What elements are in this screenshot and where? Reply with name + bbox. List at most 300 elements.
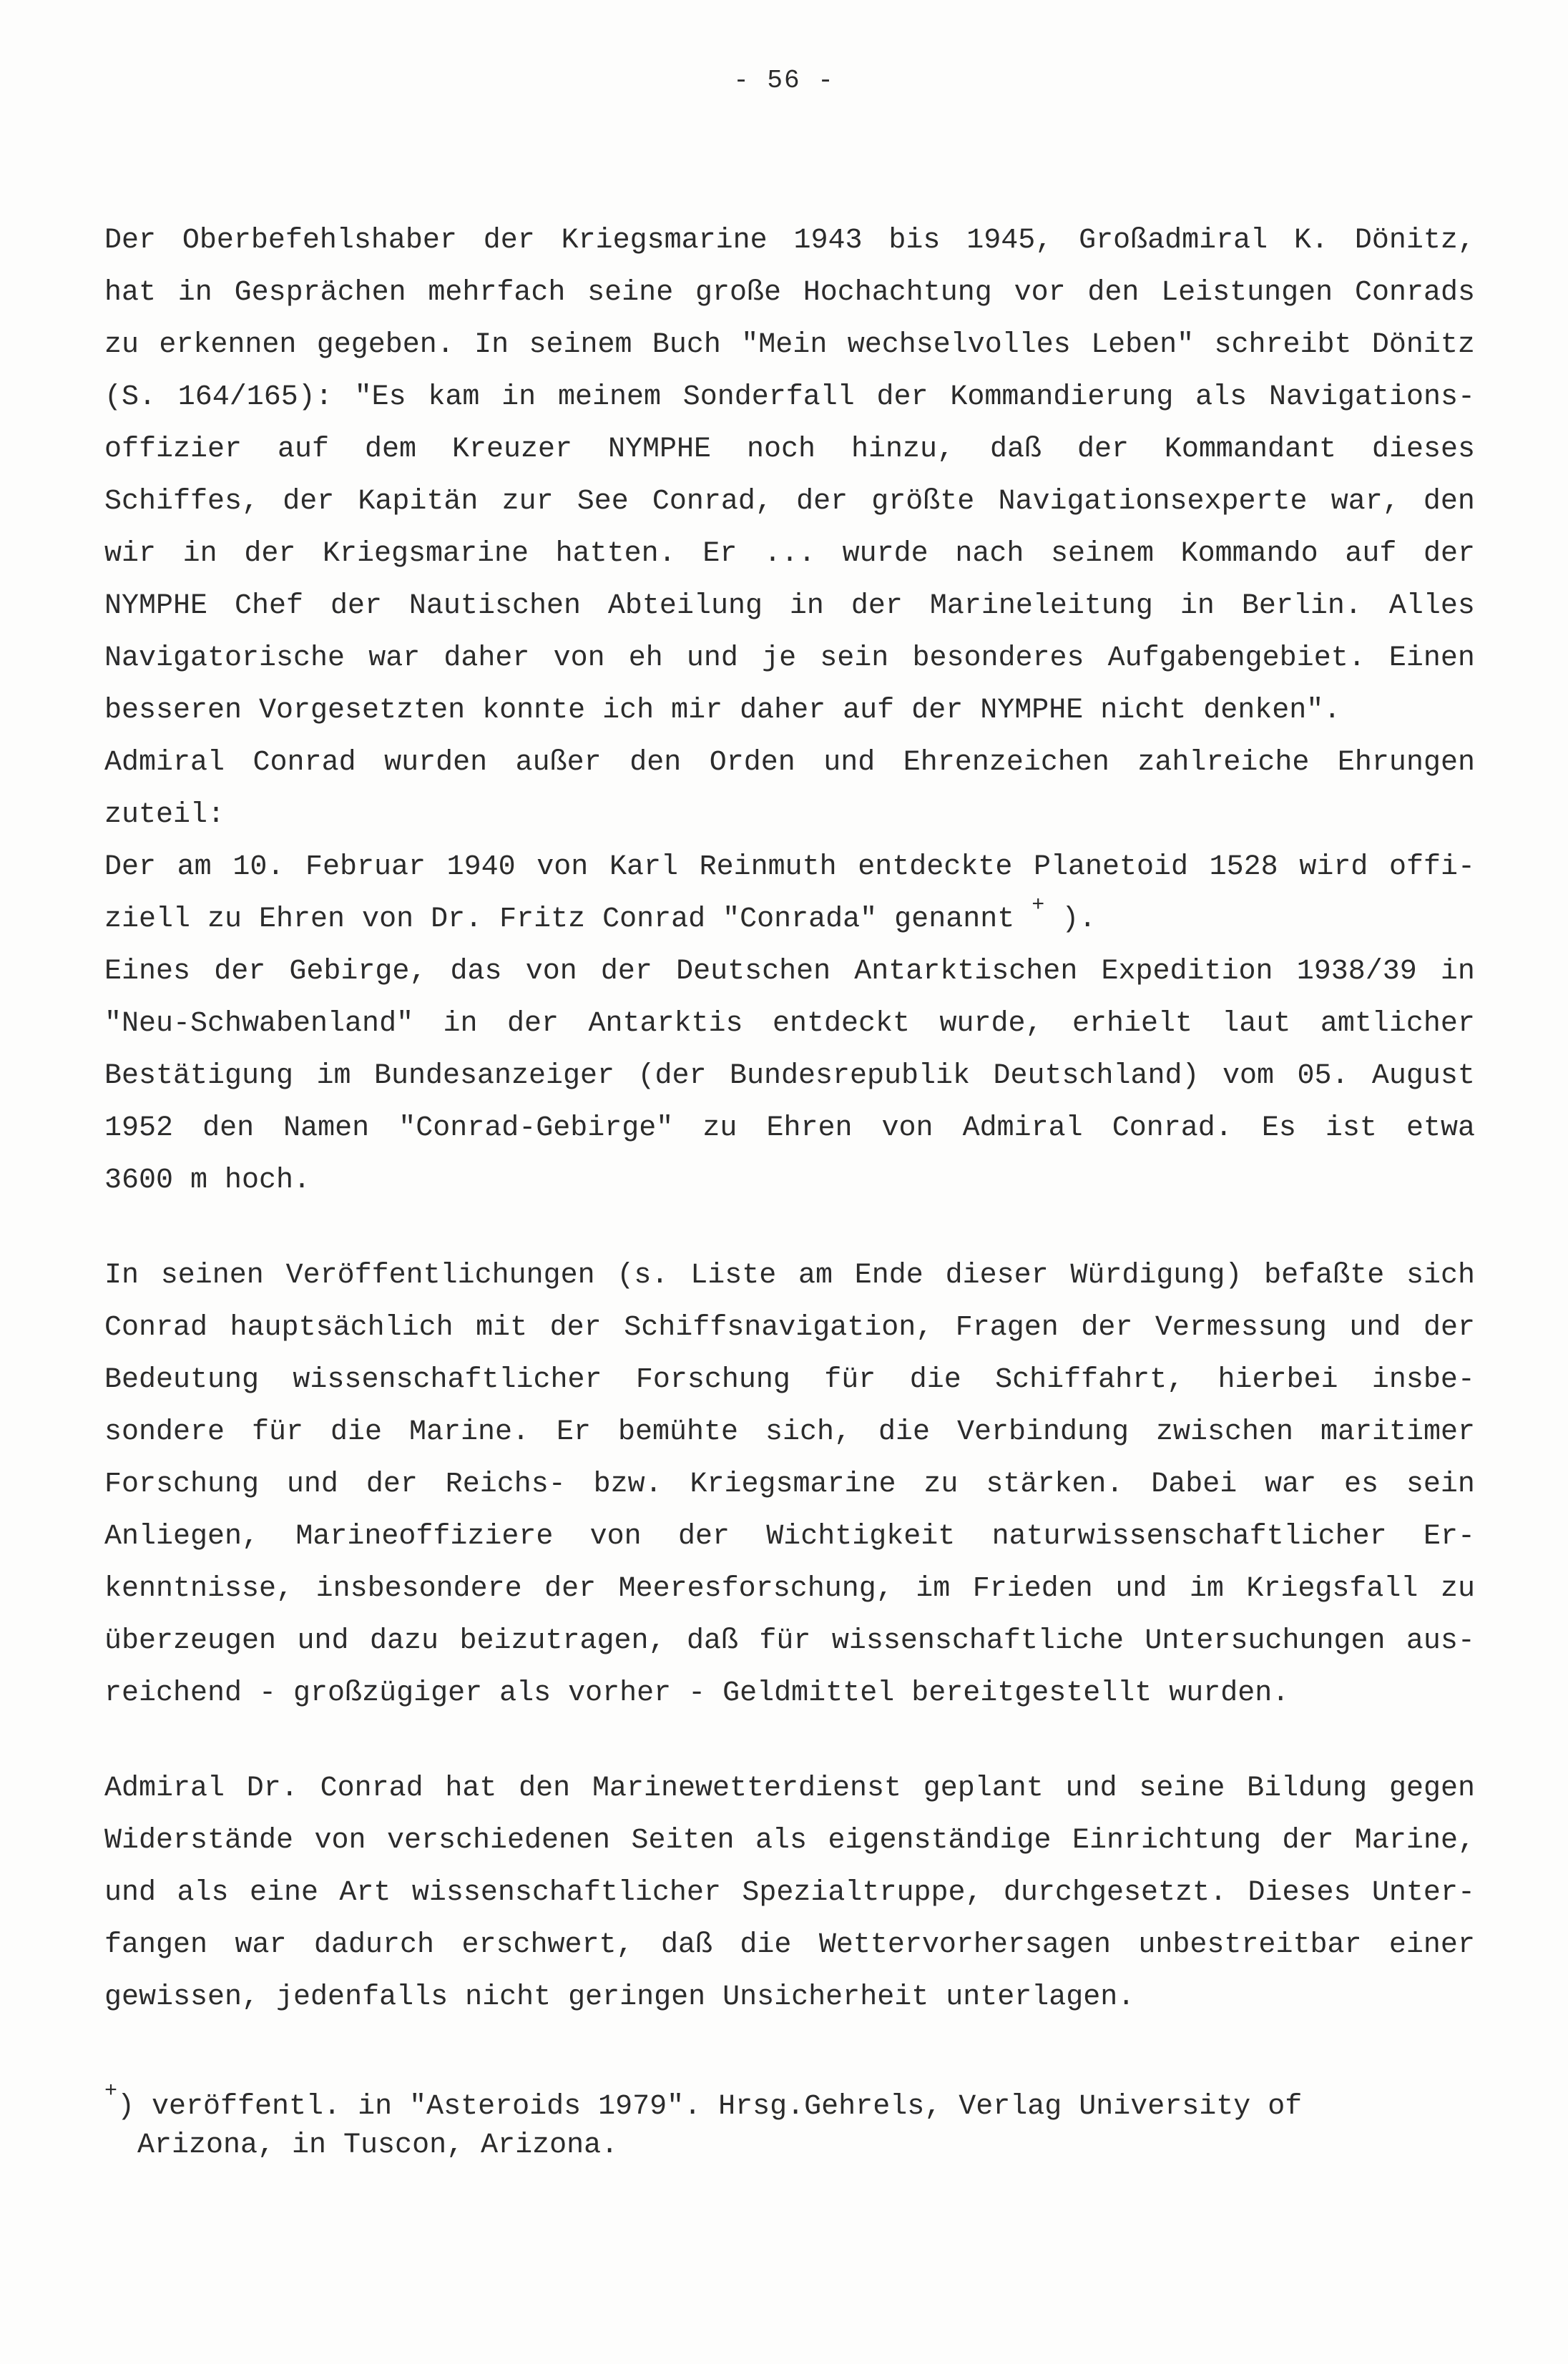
word: Veröffentlichungen bbox=[285, 1260, 595, 1292]
word: in bbox=[182, 538, 217, 570]
word: der bbox=[1282, 1825, 1334, 1857]
word: wir bbox=[104, 538, 157, 570]
word: "Conrad-Gebirge" bbox=[398, 1112, 674, 1144]
word: hatten. bbox=[555, 538, 676, 570]
word: Februar bbox=[305, 851, 426, 883]
word: der bbox=[214, 956, 266, 988]
word: Admiral bbox=[104, 1772, 225, 1805]
word: einer bbox=[1388, 1929, 1475, 1961]
word: sondere bbox=[104, 1416, 225, 1448]
word: Dönitz, bbox=[1354, 225, 1475, 257]
footnote-text-1: ) veröffentl. in "Asteroids 1979". Hrsg.Gehrels, Verlag University of bbox=[117, 2091, 1303, 2123]
word: laut bbox=[1222, 1008, 1291, 1040]
word: von bbox=[525, 956, 577, 988]
word: Navigations- bbox=[1268, 381, 1475, 413]
word: entdeckt bbox=[772, 1008, 910, 1040]
word: NYMPHE bbox=[980, 695, 1084, 727]
word: vorher bbox=[568, 1677, 672, 1710]
word: reichend bbox=[104, 1677, 242, 1710]
word: Hochachtung bbox=[803, 277, 992, 309]
word: Leistungen bbox=[1161, 277, 1333, 309]
word: Vorgesetzten bbox=[259, 695, 466, 727]
word: Wettervorhersagen bbox=[818, 1929, 1111, 1961]
word: und bbox=[104, 1877, 157, 1909]
word: m bbox=[190, 1164, 208, 1197]
word: Wichtigkeit bbox=[766, 1521, 956, 1553]
word: erschwert, bbox=[461, 1929, 634, 1961]
word: geplant bbox=[923, 1772, 1044, 1805]
word: dadurch bbox=[313, 1929, 434, 1961]
word: "Es bbox=[354, 381, 406, 413]
word: amtlicher bbox=[1320, 1008, 1475, 1040]
word: daß bbox=[989, 433, 1042, 466]
word: als bbox=[499, 1677, 552, 1710]
word: vor bbox=[1014, 277, 1066, 309]
word: Bedeutung bbox=[104, 1364, 260, 1396]
paragraph-gap bbox=[104, 1207, 1475, 1250]
word: jedenfalls bbox=[276, 1981, 449, 2014]
word: Es bbox=[1261, 1112, 1296, 1144]
word: Kriegsmarine bbox=[322, 538, 529, 570]
word: 1943 bbox=[793, 225, 863, 257]
footnote-line bbox=[104, 2079, 1392, 2127]
word: der bbox=[483, 225, 535, 257]
word: Kriegsmarine bbox=[561, 225, 768, 257]
word: "Neu-Schwabenland" bbox=[104, 1008, 414, 1040]
word: in bbox=[501, 381, 536, 413]
word: für bbox=[759, 1625, 811, 1657]
word: die bbox=[330, 1416, 382, 1448]
footnote-line: Arizona, in Tuscon, Arizona. bbox=[137, 2129, 619, 2162]
word: ist bbox=[1325, 1112, 1377, 1144]
word: der bbox=[796, 486, 848, 518]
word: die bbox=[878, 1416, 930, 1448]
text-line bbox=[104, 1458, 1475, 1511]
word: schreibt bbox=[1214, 329, 1352, 361]
text-line bbox=[104, 632, 1475, 685]
word: im bbox=[316, 1060, 351, 1092]
word: der bbox=[876, 381, 928, 413]
word: in bbox=[443, 1008, 478, 1040]
word: den bbox=[202, 1112, 255, 1144]
word: am bbox=[177, 851, 212, 883]
word: Würdigung) bbox=[1070, 1260, 1243, 1292]
word: denken". bbox=[1203, 695, 1341, 727]
word: Conrad bbox=[320, 1772, 423, 1805]
word: Bundesrepublik bbox=[729, 1060, 971, 1092]
text-line bbox=[104, 1762, 1475, 1815]
word: Großadmiral bbox=[1079, 225, 1268, 257]
paragraph-weather-service bbox=[104, 1762, 1475, 2024]
word: den bbox=[629, 747, 682, 779]
word: mir bbox=[671, 695, 723, 727]
word: verschiedenen bbox=[386, 1825, 611, 1857]
word: Chef bbox=[234, 590, 303, 622]
word: Seiten bbox=[631, 1825, 735, 1857]
word: sich, bbox=[765, 1416, 851, 1448]
word: der bbox=[549, 1312, 602, 1344]
word: Meeresforschung, bbox=[618, 1573, 893, 1605]
word: Kriegsmarine bbox=[690, 1468, 896, 1501]
text-line bbox=[104, 528, 1475, 580]
word: zu bbox=[923, 1468, 959, 1501]
word: Liste bbox=[690, 1260, 777, 1292]
word: Navigatorische bbox=[104, 642, 346, 675]
footnote-ref-close: ). bbox=[1062, 903, 1097, 936]
word: unbestreitbar bbox=[1138, 1929, 1362, 1961]
word: die bbox=[909, 1364, 961, 1396]
word: Widerstände bbox=[104, 1825, 294, 1857]
word: bis bbox=[888, 225, 941, 257]
word: gegen bbox=[1388, 1772, 1475, 1805]
text-line bbox=[104, 1154, 1475, 1207]
word: Conrad bbox=[253, 747, 356, 779]
word: für bbox=[824, 1364, 876, 1396]
body-text bbox=[104, 215, 1475, 2024]
word: bzw. bbox=[593, 1468, 662, 1501]
paragraph-gap bbox=[104, 1720, 1475, 1762]
word: ... bbox=[763, 538, 815, 570]
text-line bbox=[104, 319, 1475, 371]
word: in bbox=[1440, 956, 1475, 988]
word: Admiral bbox=[962, 1112, 1083, 1144]
word: war bbox=[1265, 1468, 1317, 1501]
text-line bbox=[104, 789, 1475, 841]
word: wurde bbox=[842, 538, 928, 570]
word: NYMPHE bbox=[104, 590, 208, 622]
word: es bbox=[1344, 1468, 1379, 1501]
word: Antarktischen bbox=[854, 956, 1078, 988]
word: überzeugen bbox=[104, 1625, 277, 1657]
word: Art bbox=[339, 1877, 391, 1909]
word: daß bbox=[686, 1625, 738, 1657]
word: Marine, bbox=[1354, 1825, 1475, 1857]
word: insbesondere bbox=[315, 1573, 522, 1605]
word: hat bbox=[104, 277, 157, 309]
word: seine bbox=[1139, 1772, 1225, 1805]
word: war, bbox=[1331, 486, 1400, 518]
word: beizutragen, bbox=[459, 1625, 666, 1657]
word: 1940 bbox=[446, 851, 516, 883]
text-line bbox=[104, 423, 1475, 476]
word: in bbox=[789, 590, 824, 622]
word: Conrad. bbox=[1112, 1112, 1233, 1144]
word: eh bbox=[628, 642, 663, 675]
word: im bbox=[916, 1573, 951, 1605]
word: gegeben. bbox=[316, 329, 454, 361]
word: In bbox=[474, 329, 509, 361]
word: der bbox=[1077, 433, 1129, 466]
word: Kriegsfall bbox=[1246, 1573, 1418, 1605]
word: hat bbox=[445, 1772, 497, 1805]
word: - bbox=[259, 1677, 277, 1710]
word: wechselvolles bbox=[847, 329, 1071, 361]
word: je bbox=[762, 642, 797, 675]
word: Der bbox=[104, 225, 157, 257]
word: Kommandant bbox=[1164, 433, 1336, 466]
word: Leben" bbox=[1091, 329, 1195, 361]
word: große bbox=[695, 277, 781, 309]
word: die bbox=[740, 1929, 792, 1961]
word: Marineleitung bbox=[929, 590, 1153, 622]
word: geringen bbox=[568, 1981, 706, 2014]
word: der bbox=[1081, 1312, 1133, 1344]
word: am bbox=[798, 1260, 833, 1292]
word: Eines bbox=[104, 956, 191, 988]
word: nach bbox=[955, 538, 1024, 570]
word: seine bbox=[587, 277, 674, 309]
word: maritimer bbox=[1320, 1416, 1475, 1448]
word: erkennen bbox=[159, 329, 297, 361]
word: Admiral bbox=[104, 747, 225, 779]
word: noch bbox=[746, 433, 815, 466]
word: mehrfach bbox=[428, 277, 566, 309]
word: von bbox=[536, 851, 589, 883]
word: stärken. bbox=[986, 1468, 1124, 1501]
word: Kommandierung bbox=[950, 381, 1174, 413]
footnote-mark: + bbox=[104, 2079, 118, 2104]
word: zur bbox=[501, 486, 554, 518]
word: Forschung bbox=[104, 1468, 260, 1501]
word: der bbox=[366, 1468, 418, 1501]
text-line bbox=[104, 1102, 1475, 1154]
word: Dönitz bbox=[1371, 329, 1475, 361]
footnote bbox=[104, 2079, 1392, 2164]
word: für bbox=[252, 1416, 304, 1448]
text-line bbox=[104, 267, 1475, 319]
text-line bbox=[104, 1354, 1475, 1406]
word: dazu bbox=[369, 1625, 438, 1657]
word: offi- bbox=[1388, 851, 1475, 883]
word: insbe- bbox=[1371, 1364, 1475, 1396]
word: und bbox=[823, 747, 876, 779]
word: Gebirge, bbox=[289, 956, 427, 988]
word: Einrichtung bbox=[1072, 1825, 1261, 1857]
word: dieses bbox=[1371, 433, 1475, 466]
word: der bbox=[600, 956, 652, 988]
word: zu bbox=[702, 1112, 738, 1144]
text-line bbox=[104, 1406, 1475, 1458]
word: Berlin. bbox=[1241, 590, 1362, 622]
word: Karl bbox=[609, 851, 678, 883]
word: Gesprächen bbox=[234, 277, 406, 309]
word: 10. bbox=[232, 851, 285, 883]
word: Bundesanzeiger bbox=[373, 1060, 615, 1092]
text-line bbox=[104, 1302, 1475, 1354]
word: Bildung bbox=[1247, 1772, 1368, 1805]
word: größte bbox=[871, 486, 975, 518]
word: Ende bbox=[854, 1260, 923, 1292]
word: 1938/39 bbox=[1296, 956, 1417, 988]
word: Unter- bbox=[1371, 1877, 1475, 1909]
word: 164/165): bbox=[177, 381, 333, 413]
word: wissenschaftlicher bbox=[411, 1877, 721, 1909]
word: Vermessung bbox=[1155, 1312, 1327, 1344]
word: wurde, bbox=[939, 1008, 1043, 1040]
word: Nautischen bbox=[408, 590, 581, 622]
text-line bbox=[104, 1615, 1475, 1667]
word: Ehren bbox=[766, 1112, 853, 1144]
word: seinem bbox=[529, 329, 632, 361]
word: befaßte bbox=[1264, 1260, 1385, 1292]
word: Aufgabengebiet. bbox=[1107, 642, 1366, 675]
word: zu bbox=[104, 329, 139, 361]
word: zuteil: bbox=[104, 799, 225, 831]
word: von bbox=[553, 642, 605, 675]
word: besseren bbox=[104, 695, 242, 727]
word: Anliegen, bbox=[104, 1521, 260, 1553]
word: August bbox=[1371, 1060, 1475, 1092]
word: Kreuzer bbox=[451, 433, 572, 466]
word: In bbox=[104, 1260, 139, 1292]
word: Unsicherheit bbox=[722, 1981, 929, 2014]
word: der bbox=[244, 538, 296, 570]
word: sein bbox=[820, 642, 889, 675]
word: in bbox=[1180, 590, 1215, 622]
word: (der bbox=[637, 1060, 707, 1092]
word: nicht bbox=[1100, 695, 1187, 727]
word: großzügiger bbox=[293, 1677, 483, 1710]
word: etwa bbox=[1406, 1112, 1475, 1144]
word: und bbox=[286, 1468, 338, 1501]
word: dieser bbox=[945, 1260, 1049, 1292]
word: mit bbox=[476, 1312, 528, 1344]
word: außer bbox=[515, 747, 602, 779]
word: 1952 bbox=[104, 1112, 174, 1144]
word: hinzu, bbox=[851, 433, 954, 466]
word: Er bbox=[702, 538, 738, 570]
word: Conrad bbox=[104, 1312, 208, 1344]
word: bereitgestellt bbox=[911, 1677, 1152, 1710]
word: Kapitän bbox=[358, 486, 479, 518]
text-line bbox=[104, 1667, 1475, 1720]
word: seinen bbox=[160, 1260, 264, 1292]
word: Fragen bbox=[955, 1312, 1059, 1344]
word: auf bbox=[278, 433, 330, 466]
word: hauptsächlich bbox=[230, 1312, 454, 1344]
word: Untersuchungen bbox=[1145, 1625, 1386, 1657]
word: der bbox=[507, 1008, 559, 1040]
word: Deutschen bbox=[676, 956, 831, 988]
word: Verbindung bbox=[956, 1416, 1129, 1448]
text-line bbox=[104, 1867, 1475, 1919]
word: Buch bbox=[652, 329, 721, 361]
paragraph-publications bbox=[104, 1250, 1475, 1720]
text-line bbox=[104, 998, 1475, 1050]
word: Planetoid bbox=[1033, 851, 1189, 883]
word: Er- bbox=[1423, 1521, 1475, 1553]
text-line bbox=[104, 946, 1475, 998]
word: See bbox=[577, 486, 629, 518]
text-line bbox=[104, 1815, 1475, 1867]
word: daß bbox=[660, 1929, 712, 1961]
word: von bbox=[881, 1112, 934, 1144]
word: Orden bbox=[709, 747, 795, 779]
text-line-with-footnote-ref bbox=[104, 893, 1475, 946]
word: Kommando bbox=[1180, 538, 1318, 570]
word: als bbox=[177, 1877, 229, 1909]
word: Ehrenzeichen bbox=[903, 747, 1109, 779]
word: gewissen, bbox=[104, 1981, 260, 2014]
word: Er bbox=[556, 1416, 591, 1448]
word: Geldmittel bbox=[722, 1677, 895, 1710]
text-line bbox=[104, 1250, 1475, 1302]
word: erhielt bbox=[1072, 1008, 1192, 1040]
text-line bbox=[104, 580, 1475, 632]
word: der bbox=[911, 695, 964, 727]
word: Schiffahrt, bbox=[995, 1364, 1185, 1396]
word: den bbox=[1087, 277, 1140, 309]
word: als bbox=[1195, 381, 1248, 413]
word: zu bbox=[1440, 1573, 1475, 1605]
word: bemühte bbox=[617, 1416, 738, 1448]
word: fangen bbox=[104, 1929, 208, 1961]
word: und bbox=[1349, 1312, 1401, 1344]
word: wissenschaftliche bbox=[831, 1625, 1124, 1657]
word: kam bbox=[428, 381, 480, 413]
word: Forschung bbox=[635, 1364, 790, 1396]
word: dem bbox=[364, 433, 416, 466]
word: zahlreiche bbox=[1137, 747, 1310, 779]
word: aus- bbox=[1406, 1625, 1475, 1657]
word: der bbox=[1423, 1312, 1475, 1344]
word: das bbox=[450, 956, 502, 988]
text-line bbox=[104, 1919, 1475, 1971]
word: zwischen bbox=[1155, 1416, 1293, 1448]
word: Abteilung bbox=[607, 590, 763, 622]
text-line bbox=[104, 476, 1475, 528]
word: (S. bbox=[104, 381, 157, 413]
word: Spezialtruppe, bbox=[742, 1877, 983, 1909]
word: NYMPHE bbox=[607, 433, 711, 466]
word: der bbox=[1423, 538, 1475, 570]
word: Reichs- bbox=[445, 1468, 566, 1501]
word: von bbox=[589, 1521, 642, 1553]
word: Conrads bbox=[1354, 277, 1475, 309]
word: Dr. bbox=[246, 1772, 298, 1805]
word: besonderes bbox=[912, 642, 1084, 675]
word: Alles bbox=[1388, 590, 1475, 622]
word: wurden bbox=[384, 747, 488, 779]
word: der bbox=[283, 486, 335, 518]
text-line bbox=[104, 1971, 1475, 2024]
word: 1528 bbox=[1209, 851, 1278, 883]
text-line bbox=[104, 1050, 1475, 1102]
word: der bbox=[330, 590, 382, 622]
word: den bbox=[519, 1772, 571, 1805]
page-number: - 56 - bbox=[733, 66, 835, 95]
word: eine bbox=[249, 1877, 318, 1909]
word: Einen bbox=[1388, 642, 1475, 675]
word: Reinmuth bbox=[699, 851, 837, 883]
word: offizier bbox=[104, 433, 242, 466]
word: - bbox=[688, 1677, 706, 1710]
word: auf bbox=[843, 695, 895, 727]
word: Dabei bbox=[1151, 1468, 1238, 1501]
word: in bbox=[177, 277, 212, 309]
word: Navigationsexperte bbox=[998, 486, 1308, 518]
word: Dieses bbox=[1248, 1877, 1351, 1909]
word: konnte bbox=[482, 695, 586, 727]
text-line bbox=[104, 737, 1475, 789]
word: und bbox=[1065, 1772, 1117, 1805]
word: Sonderfall bbox=[682, 381, 855, 413]
text-line bbox=[104, 371, 1475, 423]
word: Oberbefehlshaber bbox=[182, 225, 457, 257]
word: "Mein bbox=[741, 329, 828, 361]
word: vom bbox=[1222, 1060, 1274, 1092]
word: (s. bbox=[617, 1260, 669, 1292]
